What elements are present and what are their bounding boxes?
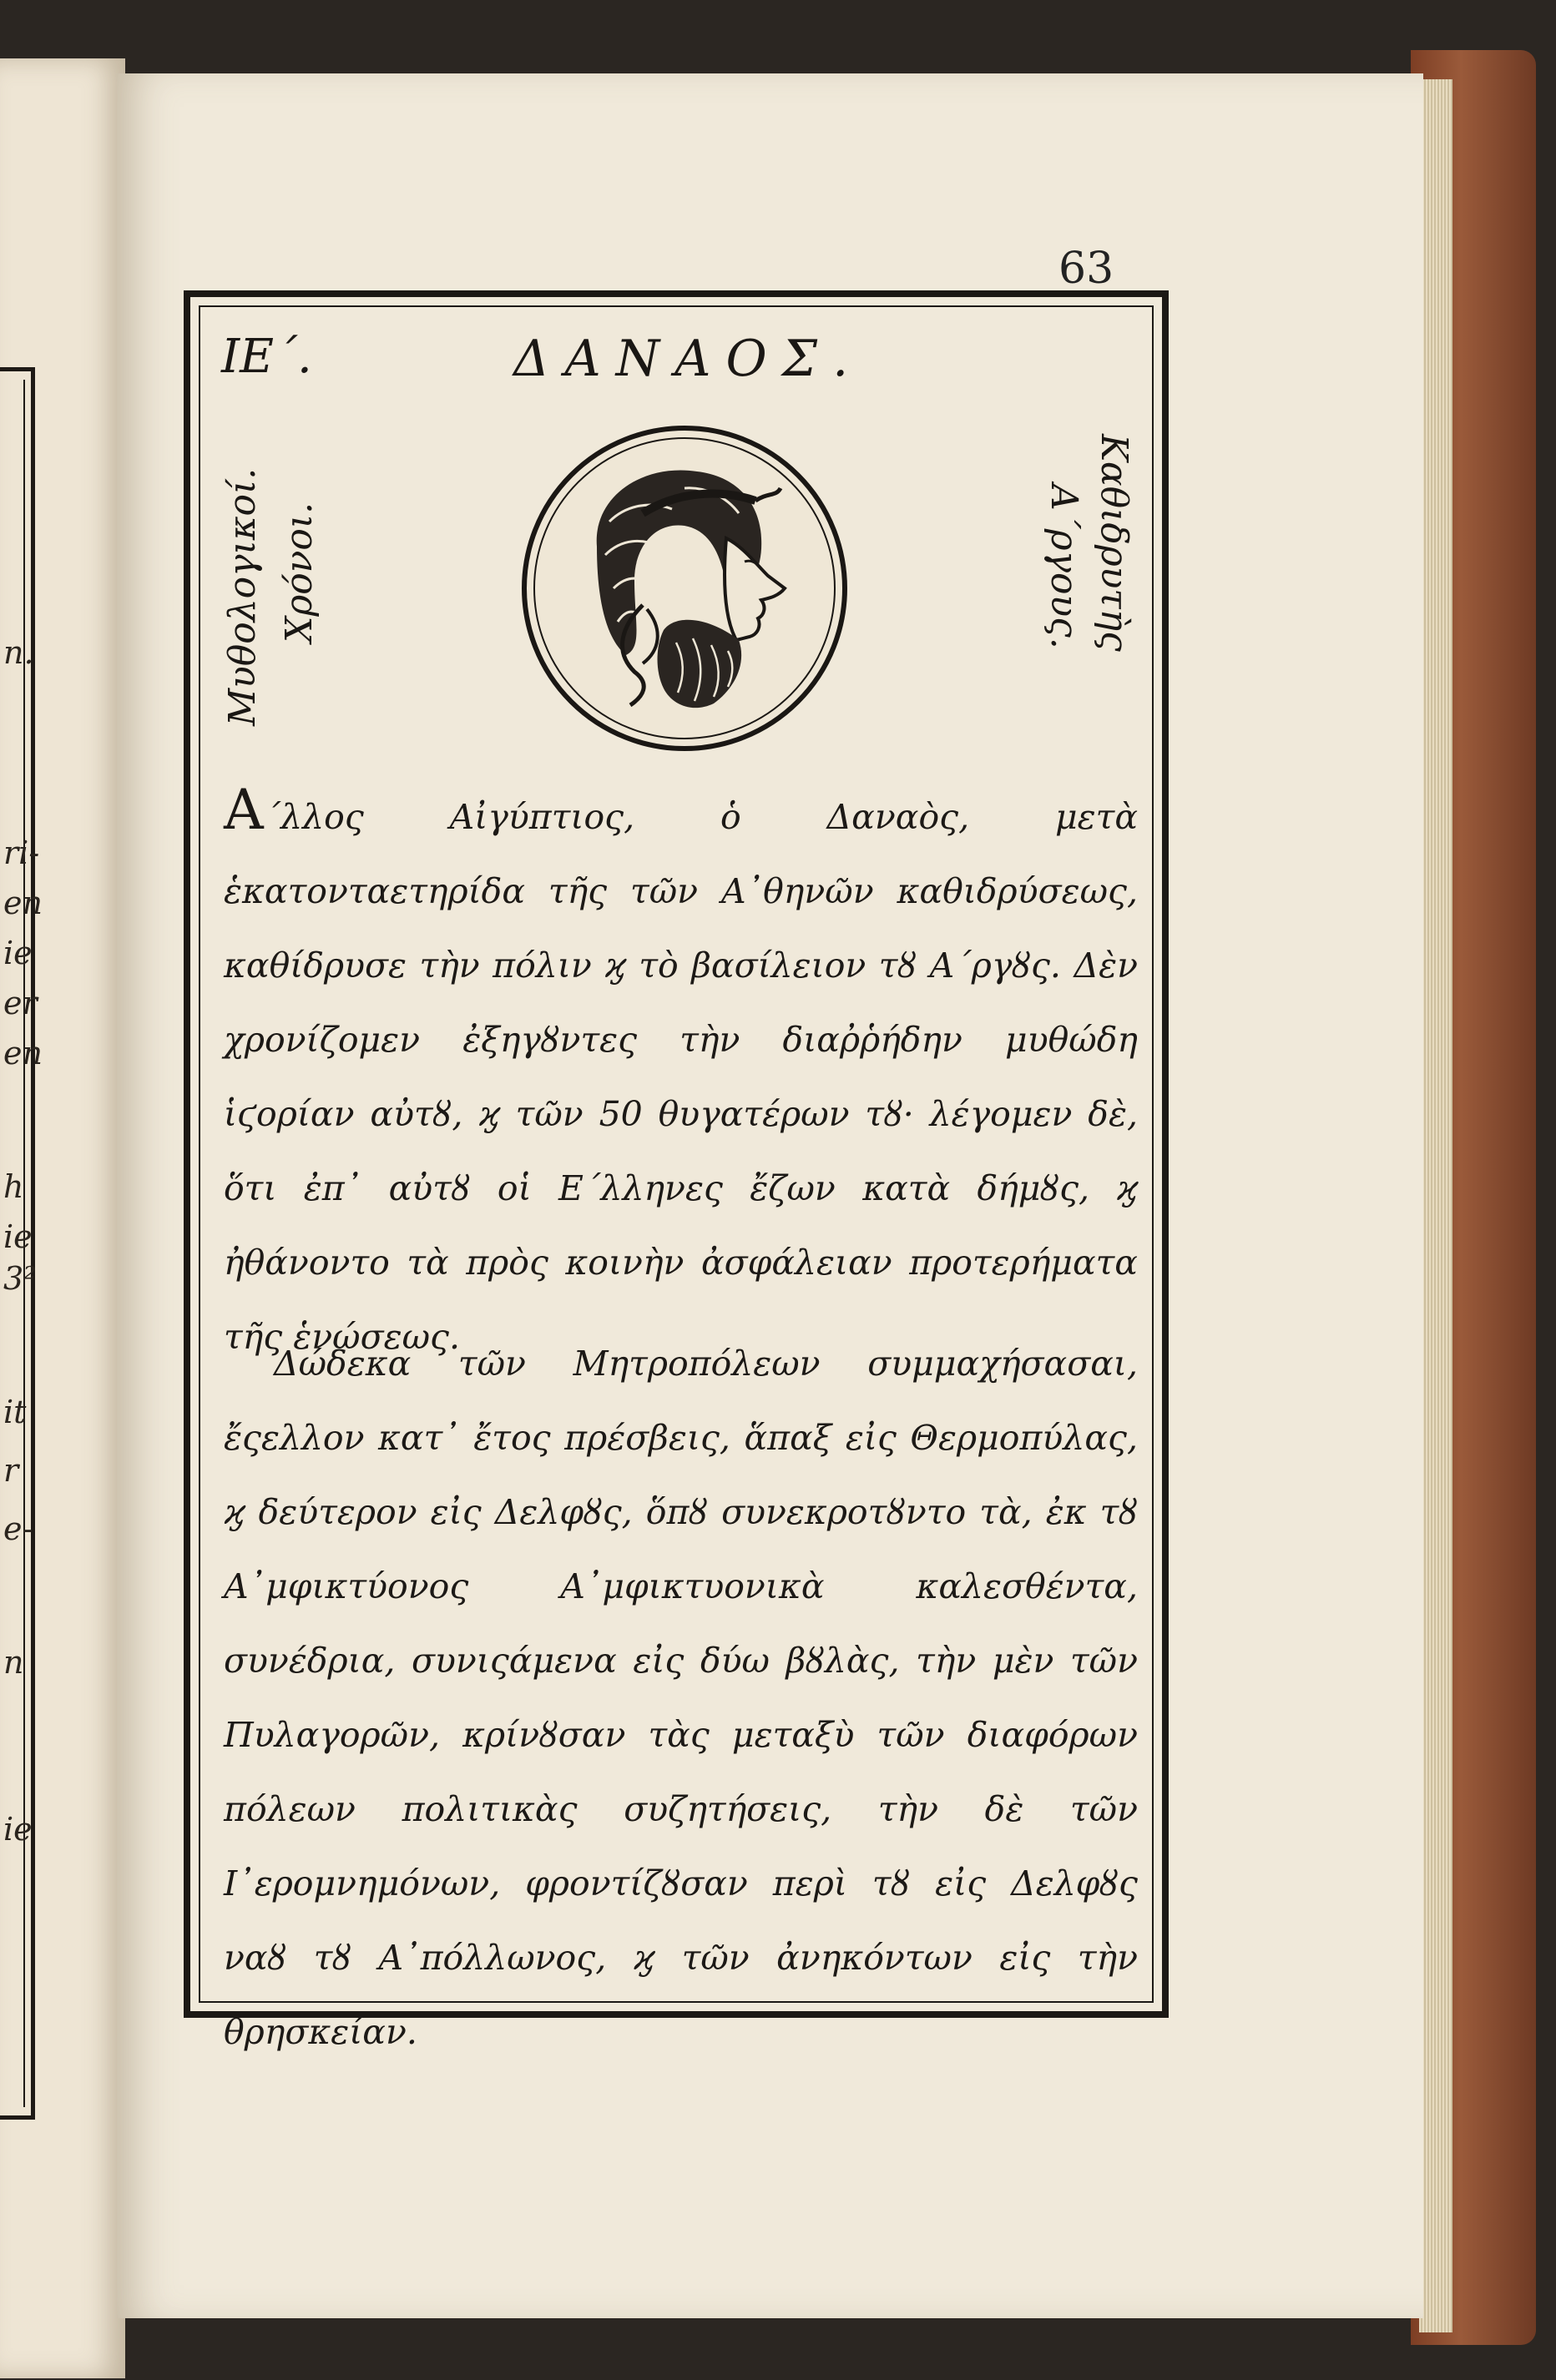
left-page-fragment: en	[3, 1035, 43, 1072]
drop-initial: Α	[224, 778, 264, 842]
left-page-fragment: n	[3, 1644, 24, 1681]
page-edges	[1419, 79, 1452, 2332]
left-page-fragment: 3²	[3, 1260, 37, 1297]
left-facing-page	[0, 58, 125, 2378]
paragraph-2	[224, 1327, 1138, 2070]
left-page-fragment: ri-	[3, 835, 40, 871]
left-page-fragment: er	[3, 985, 38, 1021]
left-page-fragment: en	[3, 885, 43, 921]
page-title: ΔΑΝΑΟΣ.	[513, 330, 864, 388]
left-page-fragment: it	[3, 1394, 27, 1430]
side-note-left	[213, 434, 338, 751]
section-number: ΙΕ΄.	[221, 330, 312, 384]
left-page-fragment: ie	[3, 935, 33, 971]
left-page-fragment: h	[3, 1168, 24, 1205]
side-note-right-line: Καθιδρυτὴς	[1093, 434, 1135, 652]
left-page-fragment: e-	[3, 1510, 33, 1547]
side-note-left-line: Μυθολογικοί.	[221, 467, 264, 726]
portrait-medallion	[518, 421, 851, 755]
paragraph-text: Δώδεκα τῶν Μητροπόλεων συμμαχήσασαι, ἔςελλον κατ᾽ ἔτος πρέσβεις, ἅπαξ εἰς Θερμοπύλας, ϗ δεύτερον εἰς Δελφȣς, ὅπȣ συνεκροτȣντο τὰ, ἐκ τȣ Α᾽μφικτύονος Α᾽μφικτυονικὰ καλεσθέντα, συνέδρια, συνιςάμενα εἰς δύω βȣλὰς, τὴν μὲν τῶν Πυλαγορῶν, κρίνȣσαν τὰς μεταξὺ τῶν διαφόρων πόλεων πολιτικὰς συζητήσεις, τὴν δὲ τῶν Ι᾽ερομνημόνων, φροντίζȣσαν περὶ τȣ εἰς Δελφȣς ναȣ τȣ Α᾽πόλλωνος, ϗ τῶν ἀνηκόντων εἰς τὴν θρησκείαν.	[224, 1344, 1138, 2052]
left-page-fragment: r	[3, 1452, 19, 1489]
side-note-right-line: Α΄ργους.	[1043, 484, 1085, 649]
left-page-fragment: ie	[3, 1218, 33, 1255]
side-note-left-line: Χρόνοι.	[278, 502, 321, 643]
paragraph-1	[224, 780, 1138, 1374]
left-page-fragment: ie	[3, 1811, 33, 1848]
side-note-right	[1035, 434, 1144, 718]
page-number: 63	[1058, 244, 1114, 294]
left-page-fragment: n.	[3, 634, 34, 671]
paragraph-text: ΄λλος Αἰγύπτιος, ὁ Δαναὸς, μετὰ ἑκατονταετηρίδα τῆς τῶν Α᾽θηνῶν καθιδρύσεως, καθίδρυσε τὴν πόλιν ϗ τὸ βασίλειον τȣ Α΄ργȣς. Δὲν χρονίζομεν ἐξηγȣντες τὴν διαῤῥήδην μυθώδη ἱϛορίαν αὐτȣ, ϗ τῶν 50 θυγατέρων τȣ· λέγομεν δὲ, ὅτι ἐπ᾽ αὐτȣ οἱ Ε΄λληνες ἔζων κατὰ δήμȣς, ϗ ἠθάνοντο τὰ πρὸς κοινὴν ἀσφάλειαν προτερήματα τῆς ἑνώσεως.	[224, 797, 1138, 1357]
